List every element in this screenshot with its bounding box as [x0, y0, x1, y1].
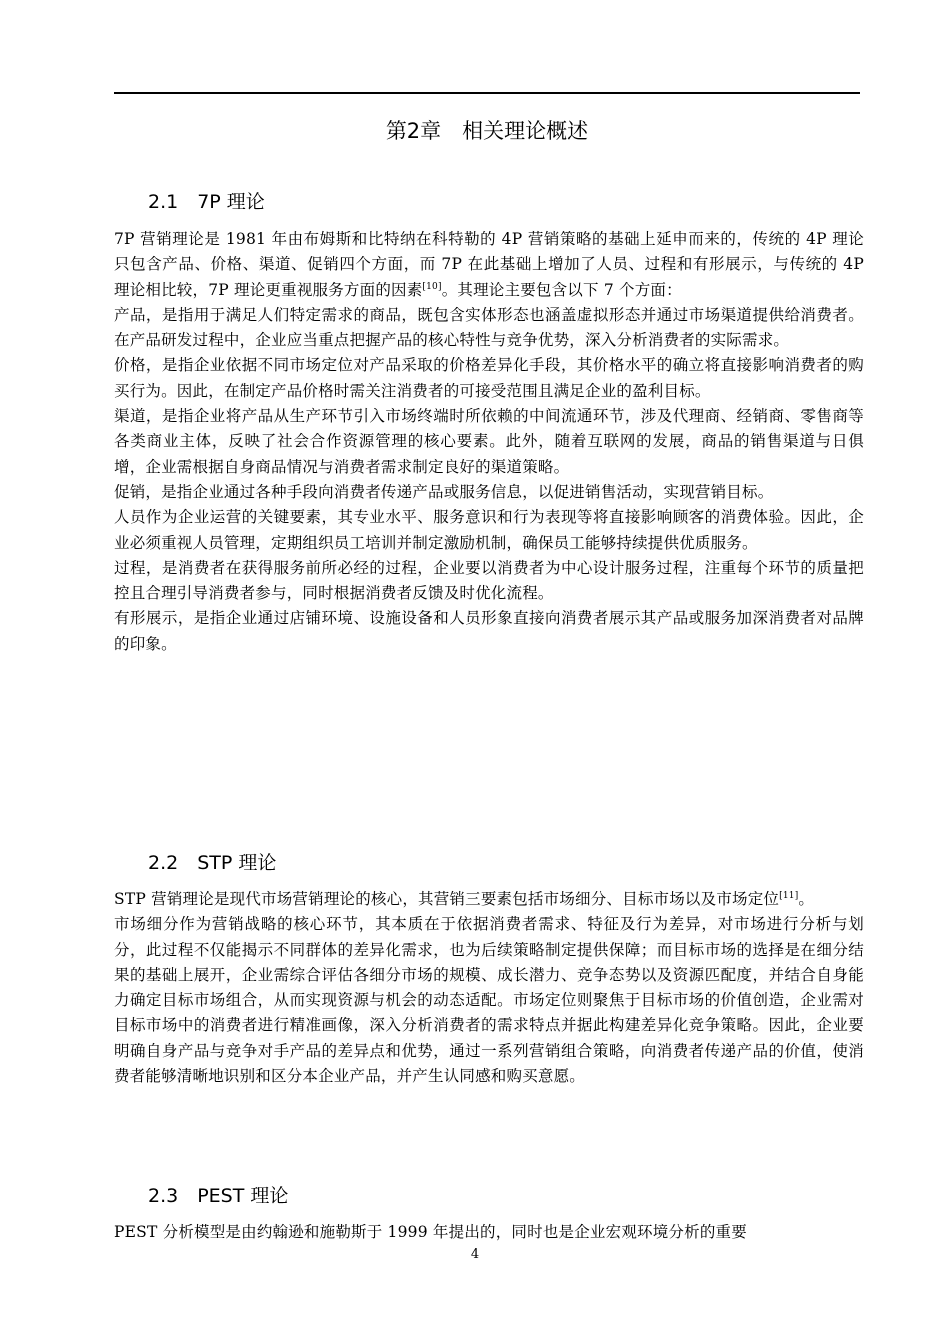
- chapter-title: 第2章 相关理论概述: [385, 119, 589, 143]
- paragraph: STP 营销理论是现代市场营销理论的核心，其营销三要素包括市场细分、目标市场以及市场定位[11]。: [114, 890, 815, 908]
- section-body-2-1: [114, 227, 864, 657]
- section-heading-2-2: 2.2 STP 理论: [148, 852, 277, 874]
- paragraph: 市场细分作为营销战略的核心环节，其本质在于依据消费者需求、特征及行为差异，对市场进行分析与划分，此过程不仅能揭示不同群体的差异化需求，也为后续策略制定提供保障；而目标市场的选择是在细分结果的基础上展开，企业需综合评估各细分市场的规模、成长潜力、竞争态势以及资源匹配度，并结合自身能力确定目标市场组合，从而实现资源与机会的动态适配。市场定位则聚焦于目标市场的价值创造，企业需对目标市场中的消费者进行精准画像，深入分析消费者的需求特点并据此构建差异化竞争策略。因此，企业要明确自身产品与竞争对手产品的差异点和优势，通过一系列营销组合策略，向消费者传递产品的价值，使消费者能够清晰地识别和区分本企业产品，并产生认同感和购买意愿。: [114, 915, 864, 1086]
- page-number: 4: [470, 1247, 480, 1262]
- paragraph: 价格，是指企业依据不同市场定位对产品采取的价格差异化手段，其价格水平的确立将直接影响消费者的购买行为。因此，在制定产品价格时需关注消费者的可接受范围且满足企业的盈利目标。: [114, 356, 864, 400]
- paragraph: 7P 营销理论是 1981 年由布姆斯和比特纳在科特勒的 4P 营销策略的基础上延申而来的，传统的 4P 理论只包含产品、价格、渠道、促销四个方面，而 7P 在此基础上增加了人员、过程和有形展示，与传统的 4P 理论相比较，7P 理论更重视服务方面的因素[10]。其理论主要包含以下 7 个方面：: [114, 230, 864, 299]
- header-rule: [114, 92, 860, 94]
- paragraph: 人员作为企业运营的关键要素，其专业水平、服务意识和行为表现等将直接影响顾客的消费体验。因此，企业必须重视人员管理，定期组织员工培训并制定激励机制，确保员工能够持续提供优质服务。: [114, 508, 864, 552]
- paragraph: 过程，是消费者在获得服务前所必经的过程，企业要以消费者为中心设计服务过程，注重每个环节的质量把控且合理引导消费者参与，同时根据消费者反馈及时优化流程。: [114, 558, 864, 603]
- paragraph: PEST 分析模型是由约翰逊和施勒斯于 1999 年提出的，同时也是企业宏观环境分析的重要: [114, 1223, 747, 1241]
- section-body-2-2: [114, 887, 864, 1089]
- citation: [10]: [422, 281, 442, 292]
- paragraph: 有形展示，是指企业通过店铺环境、设施设备和人员形象直接向消费者展示其产品或服务加深消费者对品牌的印象。: [114, 609, 864, 653]
- section-heading-2-1: 2.1 7P 理论: [148, 191, 265, 213]
- paragraph: 渠道，是指企业将产品从生产环节引入市场终端时所依赖的中间流通环节，涉及代理商、经销商、零售商等各类商业主体，反映了社会合作资源管理的核心要素。此外，随着互联网的发展，商品的销售渠道与日俱增，企业需根据自身商品情况与消费者需求制定良好的渠道策略。: [114, 407, 864, 476]
- citation: [11]: [779, 890, 799, 901]
- paragraph: 促销，是指企业通过各种手段向消费者传递产品或服务信息，以促进销售活动，实现营销目标。: [114, 482, 774, 501]
- paragraph: 产品，是指用于满足人们特定需求的商品，既包含实体形态也涵盖虚拟形态并通过市场渠道提供给消费者。在产品研发过程中，企业应当重点把握产品的核心特性与竞争优势，深入分析消费者的实际需求。: [114, 305, 864, 350]
- section-body-2-3: [114, 1220, 864, 1245]
- section-heading-2-3: 2.3 PEST 理论: [148, 1185, 289, 1207]
